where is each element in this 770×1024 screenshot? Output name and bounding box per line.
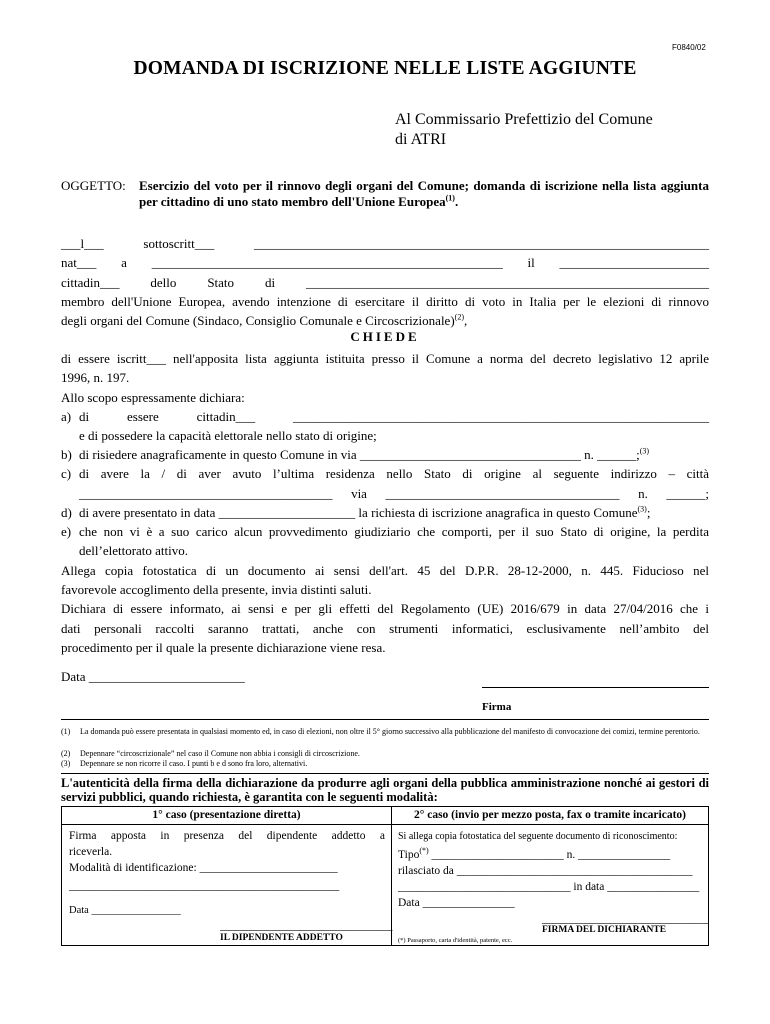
case2-sign-label: FIRMA DEL DICHIARANTE [542, 925, 667, 935]
text-allega-1: Allega copia fotostatica di un documento ai sensi dell'art. 45 del D.P.R. 28-12-2000, n. 445. Fiducioso nel [61, 563, 709, 578]
field-citta-via[interactable]: _______________________________________ via ____________________________________ n. ______; [79, 486, 709, 501]
residenza-text: di risiedere anagraficamente in questo Comune in via __________________________________ n. ______; [79, 447, 640, 462]
oggetto-label: OGGETTO: [61, 178, 126, 193]
residenza-note: (3) [639, 446, 650, 456]
organi-text: degli organi del Comune (Sindaco, Consiglio Comunale e Circoscrizionale) [61, 313, 455, 328]
form-code: F0840/02 [672, 43, 706, 52]
case2-data-rilascio-field[interactable]: ______________________________ in data ________________ [398, 881, 700, 893]
text-ultima-residenza: di avere la / di aver avuto l’ultima residenza nello Stato di origine al seguente indirizzo – città [79, 466, 709, 481]
text-elettorato: dell’elettorato attivo. [79, 543, 189, 558]
footnote-2 [61, 749, 709, 759]
case2-rilasciato-field[interactable]: rilasciato da _________________________________________ [398, 865, 693, 877]
case1-blank-line[interactable]: _______________________________________________ [69, 880, 340, 892]
richiesta-note: (3) [637, 504, 647, 514]
firma-label: Firma [482, 701, 512, 713]
case1-identificazione-field[interactable]: Modalità di identificazione: ________________________ [69, 862, 338, 874]
header-divider [62, 824, 708, 825]
case2-data-field[interactable]: Data ________________ [398, 897, 515, 909]
recipient-line-1: Al Commissario Prefettizio del Comune [395, 111, 653, 128]
text-privacy-1: Dichiara di essere informato, ai sensi e per gli effetti del Regolamento (UE) 2016/679 in data 27/04/2016 che i [61, 601, 709, 616]
text-privacy-3: procedimento per il quale la presente dichiarazione viene resa. [61, 640, 386, 655]
case2-tipo-blank: _______________________ n. ________________ [428, 849, 671, 861]
text-provvedimento: che non vi è a suo carico alcun provvedimento giudiziario che comporti, per il suo Stato di origine, la perdita [79, 524, 709, 539]
text-1996: 1996, n. 197. [61, 370, 130, 385]
case1-signature-line[interactable]: ______________________________ [220, 920, 393, 932]
case2-tipo-field[interactable] [398, 847, 670, 863]
case1-header: 1° caso (presentazione diretta) [152, 809, 301, 821]
footnote-number: (3) [61, 759, 71, 768]
case1-sign-label: IL DIPENDENTE ADDETTO [220, 933, 343, 943]
organi-note: (2) [454, 312, 464, 322]
text-allega-2: favorevole accoglimento della presente, invia distinti saluti. [61, 582, 372, 597]
oggetto-text [139, 178, 709, 210]
field-sottoscritto[interactable]: ___l___ sottoscritt___ ______________________________________________________________________ [61, 236, 709, 251]
case2-tipo-label: Tipo [398, 849, 420, 861]
item-d-label: d) [61, 505, 72, 520]
field-nato-a-il[interactable]: nat___ a ______________________________________________________ il _______________________ [61, 255, 709, 270]
oggetto-body: Esercizio del voto per il rinnovo degli organi del Comune; domanda di iscrizione nella lista aggiunta per cittadino di uno stato membro dell'Unione Europea [139, 178, 709, 209]
field-data-richiesta[interactable] [79, 503, 709, 522]
chiede-heading: CHIEDE [350, 329, 420, 344]
case2-header: 2° caso (invio per mezzo posta, fax o tramite incaricato) [413, 809, 686, 821]
footnote-text: Depennare se non ricorre il caso. I punti b e d sono fra loro, alternativi. [80, 759, 308, 768]
richiesta-text: di avere presentato in data _____________________ la richiesta di iscrizione anagrafica in questo Comune [79, 505, 638, 520]
auth-divider [61, 773, 709, 774]
firma-signature-line[interactable] [482, 687, 709, 688]
auth-statement: L'autenticità della firma della dichiarazione da produrre agli organi della pubblica amministrazione nonché ai gestori di servizi pubblici, quando richiesta, è garantita con le seguenti modalità: [61, 776, 709, 804]
text-capacita: e di possedere la capacità elettorale nello stato di origine; [79, 428, 377, 443]
field-cittadino-stato[interactable]: cittadin___ dello Stato di ______________________________________________________________ [61, 275, 709, 290]
item-b-label: b) [61, 447, 72, 462]
case1-data-field[interactable]: Data _________________ [69, 905, 181, 916]
footnote-divider [61, 719, 709, 720]
oggetto-note: (1) [445, 193, 455, 203]
text-membro-ue: membro dell'Unione Europea, avendo intenzione di esercitare il diritto di voto in Italia per le elezioni di rinnovo [61, 294, 709, 309]
case2-text-1: Si allega copia fotostatica del seguente documento di riconoscimento: [398, 831, 678, 842]
text-iscritto-lista: di essere iscritt___ nell'apposita lista aggiunta istituita presso il Comune a norma del decreto legislativo 12 aprile [61, 351, 709, 366]
item-e-label: e) [61, 524, 72, 539]
case2-note: (*) Passaporto, carta d'identità, patente, ecc. [398, 937, 513, 944]
recipient-line-2: di ATRI [395, 131, 447, 148]
item-a-label: a) [61, 409, 72, 424]
case2-tipo-note: (*) [419, 846, 429, 856]
data-field[interactable]: Data ________________________ [61, 669, 245, 684]
footnote-3 [61, 759, 709, 769]
auth-modes-table [61, 806, 709, 946]
text-privacy-2: dati personali raccolti saranno trattati, anche con strumenti informatici, esclusivamente nell’ambito del [61, 621, 709, 636]
text-allo-scopo: Allo scopo espressamente dichiara: [61, 390, 245, 405]
richiesta-end: ; [646, 505, 651, 520]
footnote-text: La domanda può essere presentata in qualsiasi momento ed, in caso di elezioni, non oltre il 5° giorno successivo alla pubblicazione del manifesto di convocazione dei comizi, termine perentorio. [80, 727, 700, 736]
oggetto-end: . [454, 194, 459, 209]
footnote-1 [61, 727, 709, 737]
recipient [395, 110, 653, 150]
field-residenza-via[interactable] [79, 445, 709, 464]
case1-text-2: riceverla. [69, 846, 113, 858]
organi-end: , [463, 313, 468, 328]
footnote-text: Depennare “circoscrizionale” nel caso il Comune non abbia i consigli di circoscrizione. [80, 749, 360, 758]
case1-text-1: Firma apposta in presenza del dipendente addetto a [69, 830, 385, 842]
text-organi-comune [61, 311, 709, 330]
case2-signature-line[interactable]: _____________________________ [542, 913, 709, 925]
footnote-number: (2) [61, 749, 71, 758]
footnote-number: (1) [61, 727, 71, 736]
page-title: DOMANDA DI ISCRIZIONE NELLE LISTE AGGIUNTE [133, 58, 637, 79]
field-cittadino[interactable]: di essere cittadin___ ________________________________________________________________ [79, 409, 709, 424]
item-c-label: c) [61, 466, 72, 481]
